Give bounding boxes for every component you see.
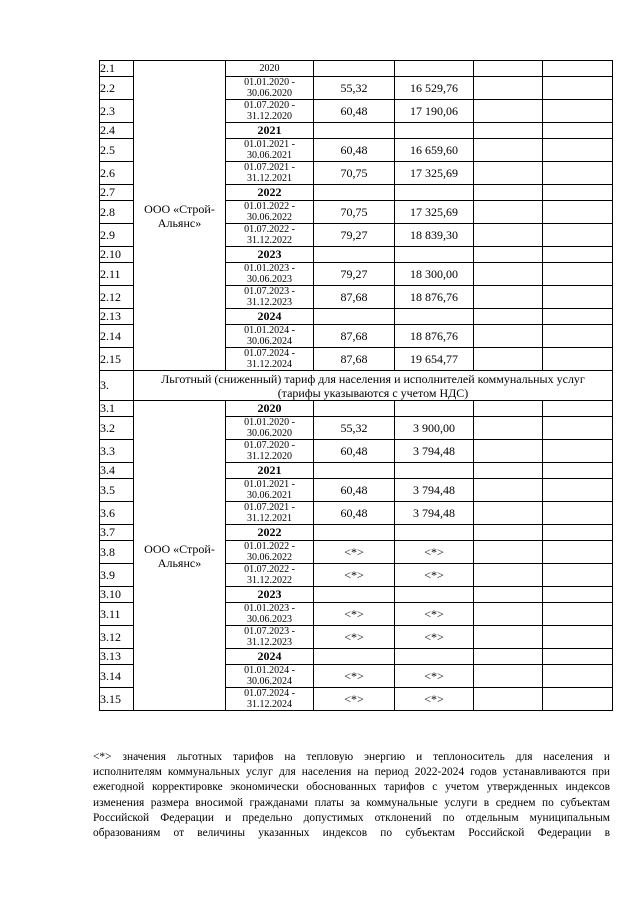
empty-cell [474,541,543,564]
period-to: 31.12.2023 [247,637,292,648]
tariff-value-2: 3 794,48 [395,440,474,463]
period-from: 01.07.2022 - [244,224,295,235]
tariff-value-1: 55,32 [314,77,395,100]
empty-cell [543,263,613,286]
period-to: 31.12.2020 [247,111,292,122]
section-heading-line: Льготный (сниженный) тариф для населения и исполнителей коммунальных услуг [161,371,585,386]
tariff-value-1: 60,48 [314,139,395,162]
empty-cell [474,665,543,688]
footnote-line: <*> значения льготных тарифов на тепловую энергию и теплоноситель для населения и [93,751,610,763]
tariff-value-2: 17 190,06 [395,100,474,123]
organization-label: ООО «Строй-Альянс» [144,541,215,570]
tariff-value-1: <*> [314,541,395,564]
empty-cell [543,525,613,541]
tariff-value-1: 79,27 [314,263,395,286]
empty-cell [474,247,543,263]
tariff-value-2: 17 325,69 [395,201,474,224]
empty-cell [543,139,613,162]
tariff-value-1: 87,68 [314,286,395,309]
section-heading [134,371,613,401]
period-range [226,263,314,286]
empty-cell [474,77,543,100]
year-label: 2023 [226,247,314,263]
empty-cell [314,401,395,417]
empty-cell [314,649,395,665]
tariff-value-1: 87,68 [314,348,395,371]
tariff-value-1: 87,68 [314,325,395,348]
tariff-value-2: <*> [395,603,474,626]
empty-cell [543,626,613,649]
tariff-value-2: <*> [395,688,474,711]
row-number: 2.2 [100,77,134,100]
row-number: 3.7 [100,525,134,541]
period-range [226,541,314,564]
period-to: 31.12.2023 [247,297,292,308]
empty-cell [314,247,395,263]
row-number: 2.7 [100,185,134,201]
empty-cell [474,688,543,711]
empty-cell [543,201,613,224]
period-to: 30.06.2023 [247,274,292,285]
tariff-value-2: 16 659,60 [395,139,474,162]
table-row [100,61,613,77]
empty-cell [314,123,395,139]
empty-cell [474,649,543,665]
tariff-value-2: 3 794,48 [395,479,474,502]
tariff-value-2: 3 900,00 [395,417,474,440]
section-heading-row [100,371,613,401]
empty-cell [314,587,395,603]
footnote-line: ежегодной корректировке экономически обоснованных тарифов с учетом утвержденных индексов [93,781,610,794]
empty-cell [543,224,613,247]
year-label: 2021 [226,123,314,139]
period-range [226,100,314,123]
footnote-line: изменения размера вносимой гражданами платы за коммунальные услуги в среднем по субъектам [93,796,610,809]
period-to: 30.06.2020 [247,88,292,99]
tariff-value-1: 60,48 [314,100,395,123]
empty-cell [543,688,613,711]
tariff-value-1: <*> [314,665,395,688]
empty-cell [543,100,613,123]
period-range [226,348,314,371]
period-range [226,502,314,525]
tariff-value-2: 18 876,76 [395,286,474,309]
row-number: 3.5 [100,479,134,502]
period-from: 01.01.2023 - [244,603,295,614]
empty-cell [543,162,613,185]
empty-cell [543,348,613,371]
row-number: 3.8 [100,541,134,564]
empty-cell [543,603,613,626]
table-row [100,401,613,417]
period-to: 30.06.2022 [247,552,292,563]
empty-cell [395,309,474,325]
empty-cell [543,502,613,525]
period-range [226,603,314,626]
row-number: 2.4 [100,123,134,139]
empty-cell [543,587,613,603]
empty-cell [543,309,613,325]
footnote-line: исполнителям коммунальных услуг для населения на период 2022-2024 годов устанавливаются при [93,766,610,779]
tariff-value-2: <*> [395,541,474,564]
period-to: 31.12.2021 [247,173,292,184]
row-number: 3.4 [100,463,134,479]
empty-cell [543,123,613,139]
empty-cell [543,440,613,463]
period-to: 31.12.2022 [247,575,292,586]
empty-cell [543,463,613,479]
row-number: 2.10 [100,247,134,263]
period-to: 30.06.2023 [247,614,292,625]
section-heading-note: (тарифы указываются с учетом НДС) [277,385,469,400]
footnote-line: Российской Федерации и предельно допустимых отклонений по отдельным муниципальным [93,811,610,824]
tariff-value-2: 17 325,69 [395,162,474,185]
row-number: 3.1 [100,401,134,417]
tariff-value-1: 60,48 [314,440,395,463]
section-number: 3. [100,371,134,401]
empty-cell [543,649,613,665]
row-number: 2.15 [100,348,134,371]
row-number: 3.12 [100,626,134,649]
empty-cell [543,61,613,77]
row-number: 3.15 [100,688,134,711]
empty-cell [474,162,543,185]
period-from: 01.07.2023 - [244,286,295,297]
tariff-value-1: 79,27 [314,224,395,247]
row-number: 3.6 [100,502,134,525]
organization-name [134,401,226,711]
empty-cell [474,603,543,626]
organization-label: ООО «Строй-Альянс» [144,201,215,230]
tariff-value-2: 18 839,30 [395,224,474,247]
tariff-table-body [100,61,613,711]
tariff-value-1: 60,48 [314,479,395,502]
row-number: 3.9 [100,564,134,587]
row-number: 2.3 [100,100,134,123]
period-from: 01.07.2021 - [244,502,295,513]
year-label: 2023 [226,587,314,603]
empty-cell [314,185,395,201]
period-from: 01.07.2023 - [244,626,295,637]
empty-cell [474,440,543,463]
empty-cell [395,401,474,417]
tariff-value-1: 70,75 [314,201,395,224]
period-to: 31.12.2020 [247,451,292,462]
row-number: 2.6 [100,162,134,185]
period-from: 01.01.2020 - [244,77,295,88]
period-from: 01.07.2020 - [244,440,295,451]
empty-cell [543,417,613,440]
period-range [226,224,314,247]
empty-cell [395,185,474,201]
period-to: 30.06.2024 [247,336,292,347]
empty-cell [395,463,474,479]
period-range [226,77,314,100]
row-number: 3.13 [100,649,134,665]
period-from: 01.07.2020 - [244,100,295,111]
period-range [226,688,314,711]
tariff-value-2: <*> [395,626,474,649]
row-number: 3.2 [100,417,134,440]
row-number: 2.5 [100,139,134,162]
period-to: 31.12.2024 [247,359,292,370]
period-to: 31.12.2024 [247,699,292,710]
tariff-value-2: 19 654,77 [395,348,474,371]
tariff-value-1: <*> [314,564,395,587]
period-from: 01.01.2022 - [244,201,295,212]
empty-cell [395,247,474,263]
period-from: 01.07.2024 - [244,348,295,359]
period-range [226,665,314,688]
row-number: 3.14 [100,665,134,688]
year-label: 2022 [226,525,314,541]
year-label: 2022 [226,185,314,201]
empty-cell [474,463,543,479]
empty-cell [474,123,543,139]
period-to: 30.06.2021 [247,150,292,161]
row-number: 3.10 [100,587,134,603]
row-number: 2.14 [100,325,134,348]
year-label: 2024 [226,309,314,325]
empty-cell [474,100,543,123]
organization-name [134,61,226,371]
row-number: 2.13 [100,309,134,325]
empty-cell [474,325,543,348]
empty-cell [395,61,474,77]
empty-cell [543,401,613,417]
empty-cell [474,479,543,502]
empty-cell [474,185,543,201]
empty-cell [474,525,543,541]
period-range [226,162,314,185]
empty-cell [474,417,543,440]
period-to: 30.06.2020 [247,428,292,439]
period-range [226,440,314,463]
empty-cell [474,626,543,649]
empty-cell [543,564,613,587]
empty-cell [474,263,543,286]
period-to: 31.12.2021 [247,513,292,524]
empty-cell [395,123,474,139]
year-label: 2021 [226,463,314,479]
tariff-value-1: 70,75 [314,162,395,185]
period-from: 01.01.2021 - [244,139,295,150]
period-from: 01.01.2021 - [244,479,295,490]
period-range [226,286,314,309]
period-range [226,325,314,348]
tariff-value-2: <*> [395,665,474,688]
period-from: 01.01.2020 - [244,417,295,428]
period-from: 01.01.2024 - [244,325,295,336]
empty-cell [474,587,543,603]
empty-cell [474,564,543,587]
empty-cell [543,286,613,309]
empty-cell [543,479,613,502]
empty-cell [474,401,543,417]
empty-cell [314,463,395,479]
period-to: 31.12.2022 [247,235,292,246]
empty-cell [395,587,474,603]
period-to: 30.06.2024 [247,676,292,687]
row-number: 2.8 [100,201,134,224]
footnote-line: образованиям от величины указанных индексов по субъектам Российской Федерации в [93,827,610,840]
period-from: 01.07.2021 - [244,162,295,173]
tariff-value-1: <*> [314,603,395,626]
period-range [226,564,314,587]
period-to: 30.06.2021 [247,490,292,501]
row-number: 3.3 [100,440,134,463]
empty-cell [474,286,543,309]
tariff-value-2: 16 529,76 [395,77,474,100]
period-range [226,417,314,440]
empty-cell [474,201,543,224]
footnote [93,750,610,841]
period-from: 01.01.2022 - [244,541,295,552]
empty-cell [474,348,543,371]
period-to: 30.06.2022 [247,212,292,223]
tariff-value-1: <*> [314,626,395,649]
empty-cell [474,309,543,325]
row-number: 2.11 [100,263,134,286]
tariff-table [99,60,613,711]
empty-cell [395,525,474,541]
year-label: 2024 [226,649,314,665]
period-from: 01.01.2024 - [244,665,295,676]
year-label: 2020 [226,401,314,417]
empty-cell [543,247,613,263]
empty-cell [314,61,395,77]
empty-cell [314,309,395,325]
tariff-value-2: 3 794,48 [395,502,474,525]
period-range [226,201,314,224]
tariff-value-2: 18 300,00 [395,263,474,286]
period-from: 01.01.2023 - [244,263,295,274]
tariff-value-1: 55,32 [314,417,395,440]
row-number: 2.9 [100,224,134,247]
empty-cell [474,61,543,77]
empty-cell [474,139,543,162]
row-number: 2.12 [100,286,134,309]
tariff-value-1: <*> [314,688,395,711]
empty-cell [543,325,613,348]
period-range [226,479,314,502]
empty-cell [543,185,613,201]
period-range [226,626,314,649]
empty-cell [543,77,613,100]
tariff-value-1: 60,48 [314,502,395,525]
empty-cell [395,649,474,665]
empty-cell [543,541,613,564]
empty-cell [314,525,395,541]
empty-cell [474,224,543,247]
tariff-value-2: <*> [395,564,474,587]
row-number: 3.11 [100,603,134,626]
tariff-value-2: 18 876,76 [395,325,474,348]
year-label: 2020 [226,61,314,77]
row-number: 2.1 [100,61,134,77]
empty-cell [543,665,613,688]
empty-cell [474,502,543,525]
period-range [226,139,314,162]
period-from: 01.07.2024 - [244,688,295,699]
period-from: 01.07.2022 - [244,564,295,575]
